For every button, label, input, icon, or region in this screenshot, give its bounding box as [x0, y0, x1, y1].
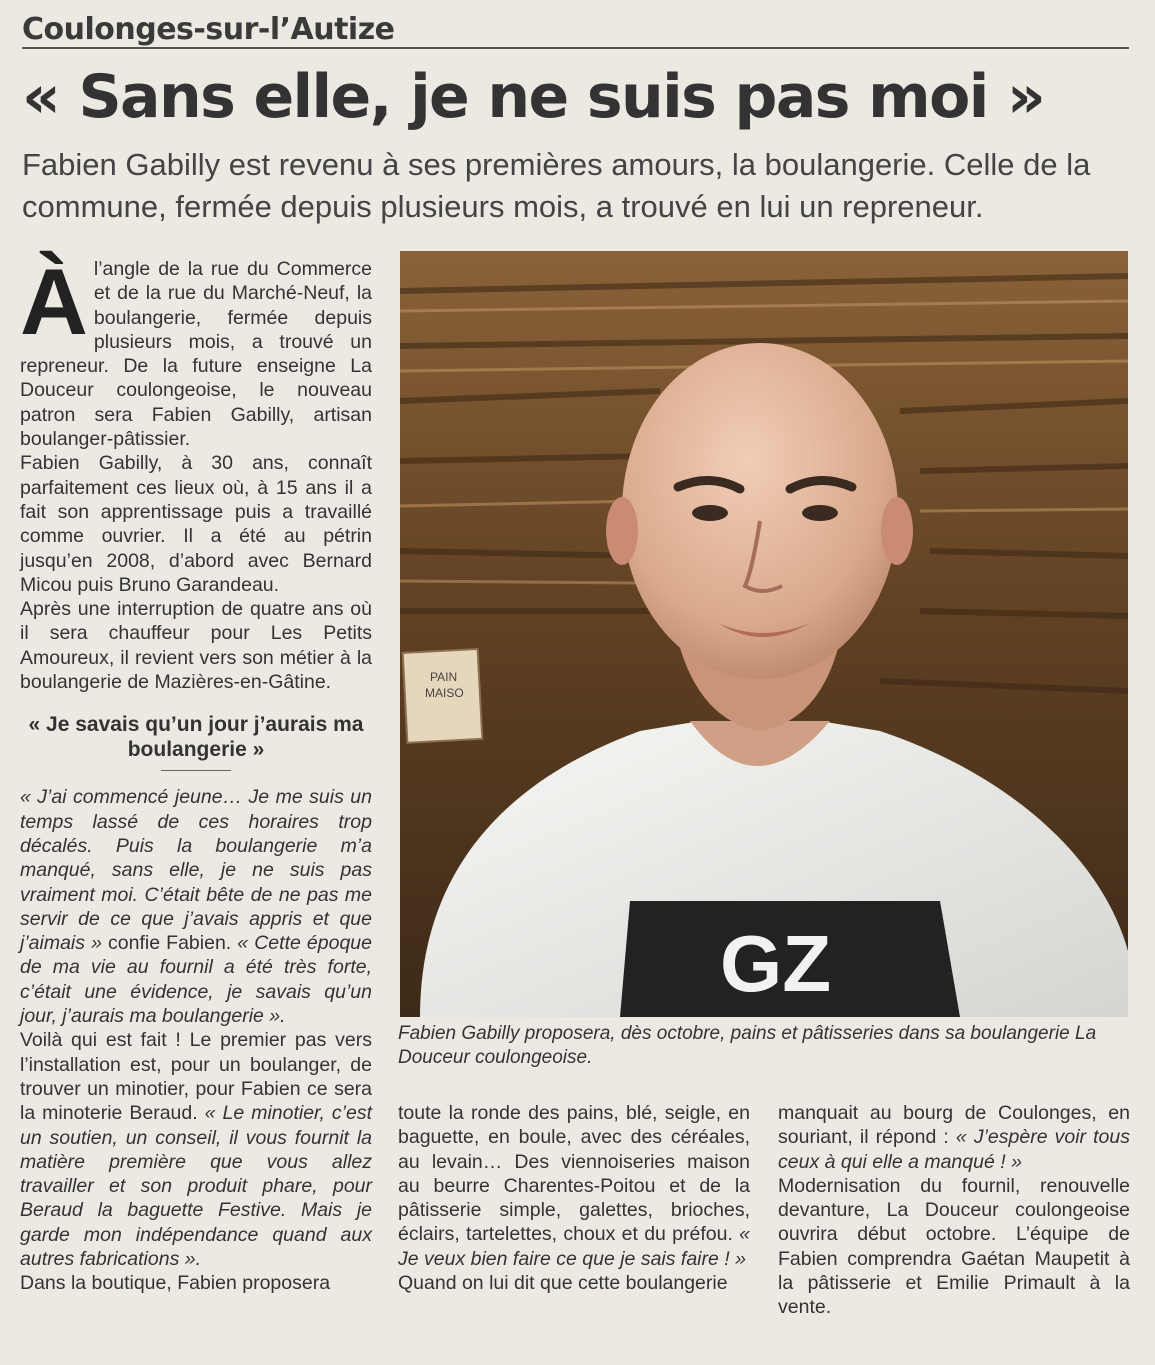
headline: « Sans elle, je ne suis pas moi » — [22, 62, 1045, 132]
drop-cap: À — [20, 249, 88, 354]
photo-caption: Fabien Gabilly proposera, dès octobre, pains et pâtisseries dans sa boulangerie La Douceur coulongeoise. — [398, 1023, 1097, 1068]
sign-text-1: PAIN — [430, 670, 458, 684]
quote-attribution: confie Fabien. — [101, 932, 238, 955]
paragraph-boutique-start: Dans la boutique, Fabien proposera — [20, 1272, 331, 1295]
paragraph-quote — [20, 785, 372, 1028]
subhead — [20, 712, 372, 771]
article-column-3 — [778, 1101, 1130, 1320]
products-quote: « Je veux bien faire ce que je sais faire ! » — [398, 1223, 750, 1270]
quote-2: « Cette époque de ma vie au fournil a été très forte, c’était une évidence, je savais qu’un jour, j’aurais ma boulangerie ». — [20, 932, 372, 1028]
paragraph-question: Quand on lui dit que cette boulangerie — [398, 1272, 728, 1295]
products-text: toute la ronde des pains, blé, seigle, en baguette, en boule, avec des céréales, au levain… Des viennoiseries maison au beurre Charentes-Poitou et de la pâtisserie simple, galettes, brioches, éclairs, tartelettes, choux et du préfou. — [398, 1102, 750, 1246]
deck: Fabien Gabilly est revenu à ses premières amours, la boulangerie. Celle de la commune, fermée depuis plusieurs mois, a trouvé en lui un repreneur. — [22, 147, 1091, 224]
right-ear — [881, 497, 913, 565]
minotier-quote: « Le minotier, c’est un soutien, un conseil, il vous fournit la matière première que vous allez travailler et son produit phare, pour Beraud la baguette Festive. Mais je garde mon indépendance quand aux autres fabrications ». — [20, 1102, 372, 1270]
paragraph-answer — [778, 1101, 1130, 1174]
shirt-print-letters: GZ — [720, 919, 832, 1008]
paragraph-intro: l’angle de la rue du Commerce et de la rue du Marché-Neuf, la boulangerie, fermée depuis plusieurs mois, a trouvé un repreneur. De la future enseigne La Douceur coulongeoise, le nouveau patron sera Fabien Gabilly, artisan boulanger-pâtissier. — [20, 258, 372, 451]
paragraph-career: Après une interruption de quatre ans où il sera chauffeur pour Les Petits Amoureux, il revient vers son métier à la boulangerie de Mazières-en-Gâtine. — [20, 598, 372, 694]
left-eye — [692, 505, 728, 521]
article-column-1 — [20, 249, 372, 1296]
subhead-text: « Je savais qu’un jour j’aurais ma boulangerie » — [28, 713, 364, 762]
quote-1: « J’ai commencé jeune… Je me suis un temps lassé de ces horaires trop décalés. Puis la boulangerie m’a manqué, sans elle, je ne suis pas vraiment moi. C’était bête de ne pas me servir de ce que j’avais appris et que j’aimais » — [20, 786, 372, 955]
subhead-divider — [161, 770, 231, 771]
answer-text: manquait au bourg de Coulonges, en souriant, il répond : — [778, 1102, 1130, 1149]
left-ear — [606, 497, 638, 565]
answer-quote: « J’espère voir tous ceux à qui elle a manqué ! » — [778, 1126, 1130, 1173]
right-eye — [802, 505, 838, 521]
article-column-2 — [398, 1101, 750, 1295]
paragraph-history: Fabien Gabilly, à 30 ans, connaît parfaitement ces lieux où, à 15 ans il a fait son apprentissage puis a travaillé comme ouvrier. Il a été au pétrin jusqu’en 2008, d’abord avec Bernard Micou puis Bruno Garandeau. — [20, 452, 372, 596]
head — [622, 343, 898, 679]
paragraph-opening: Modernisation du fournil, renouvelle devanture, La Douceur coulongeoise ouvrira début octobre. L’équipe de Fabien comprendra Gaétan Maupetit à la pâtisserie et Emilie Primault à la vente. — [778, 1174, 1130, 1319]
header-rule — [22, 47, 1129, 49]
sign-text-2: MAISO — [425, 686, 464, 700]
minotier-text: Voilà qui est fait ! Le premier pas vers l’installation est, pour un boulanger, de trouver un minotier, pour Fabien ce sera la minoterie Beraud. — [20, 1029, 372, 1125]
paragraph-minotier — [20, 1028, 372, 1271]
article-photo — [400, 251, 1128, 1017]
section-rubric: Coulonges-sur-l’Autize — [22, 12, 395, 47]
paragraph-products — [398, 1101, 750, 1271]
portrait-illustration — [400, 251, 1128, 1017]
